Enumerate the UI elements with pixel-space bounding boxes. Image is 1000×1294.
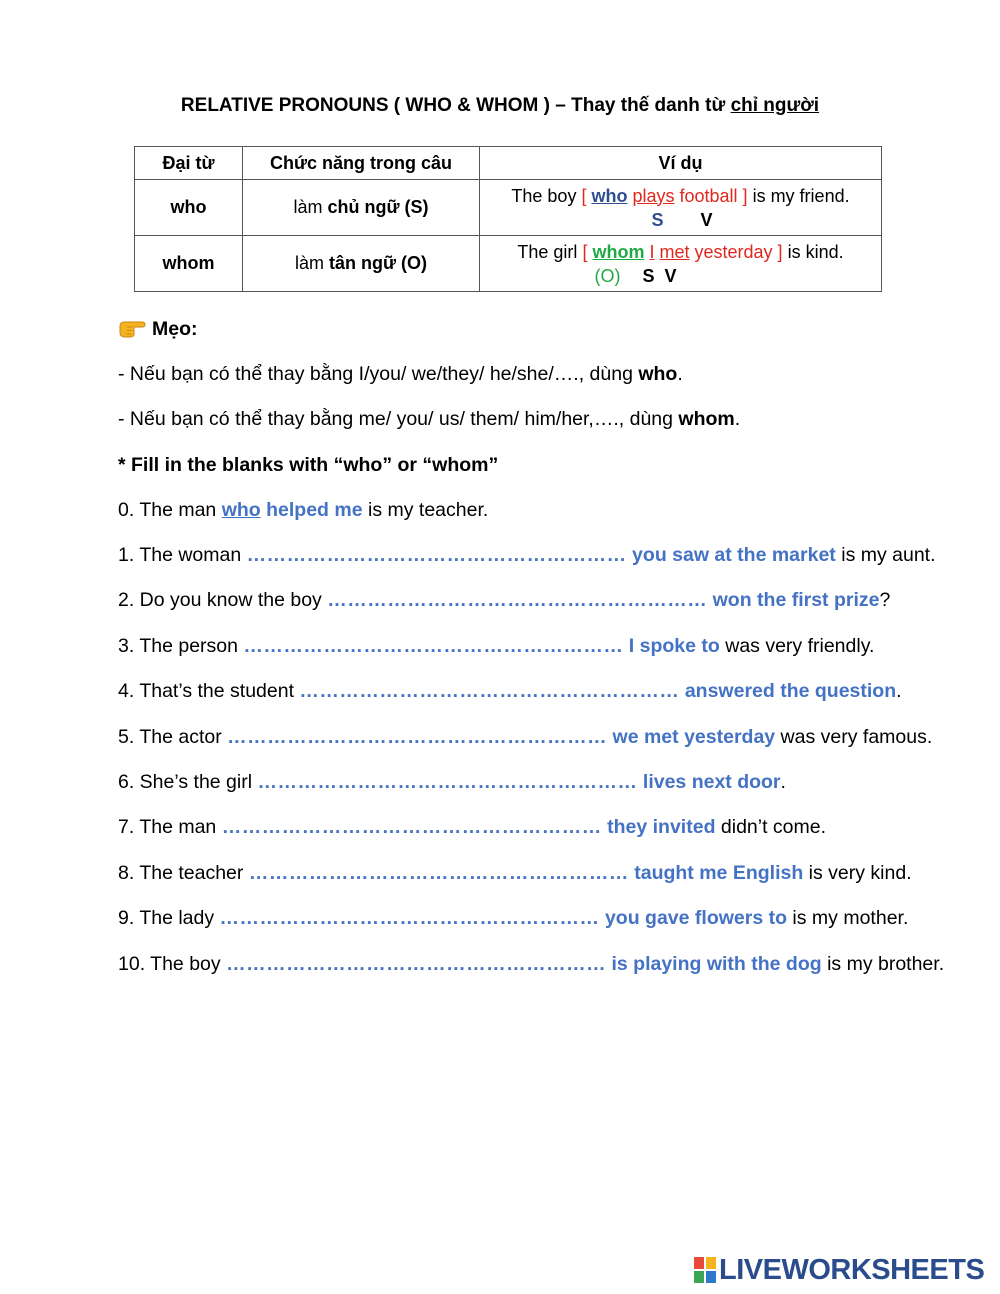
label-o: (O) — [594, 265, 621, 286]
label-v: V — [664, 265, 677, 286]
ex-text: The boy — [511, 185, 582, 206]
answer-blank[interactable]: ………………………………………………… — [227, 725, 608, 748]
ex-text-end: is my friend. — [747, 185, 850, 206]
exercise-item — [118, 953, 944, 976]
function-bold: chủ ngữ (S) — [327, 197, 429, 217]
ex-text-end: is kind. — [782, 241, 844, 262]
item-clause: taught me English — [628, 861, 804, 884]
ex-pronoun: who — [591, 185, 628, 206]
item-suffix: . — [780, 771, 786, 793]
label-s: S — [651, 209, 664, 230]
label-s: S — [642, 265, 655, 286]
item-prefix: 3. The person — [118, 634, 244, 657]
item-clause: you saw at the market — [626, 544, 836, 566]
tip1-end: . — [677, 363, 683, 385]
exercise-item — [118, 544, 936, 567]
liveworksheets-logo-icon — [694, 1257, 716, 1283]
answer-blank[interactable]: ………………………………………………… — [226, 952, 607, 975]
ex-verb: met — [659, 241, 690, 262]
function-bold: tân ngữ (O) — [329, 253, 428, 273]
example-prefix: 0. The man — [118, 499, 222, 521]
item-prefix: 10. The boy — [118, 952, 227, 975]
item-suffix: is my mother. — [787, 907, 909, 930]
tip-who — [118, 363, 683, 386]
item-clause: won the first prize — [707, 589, 880, 612]
example-sentence — [481, 184, 880, 208]
ex-bracket: [ — [581, 185, 592, 206]
liveworksheets-logo — [694, 1254, 984, 1286]
item-prefix: 2. Do you know the boy — [118, 589, 328, 612]
item-clause: they invited — [601, 816, 716, 839]
example-suffix: is my teacher. — [362, 499, 489, 521]
exercise-item — [118, 771, 786, 794]
answer-blank[interactable]: ………………………………………………… — [299, 680, 680, 703]
example-answer: who — [221, 499, 261, 521]
table-header-row — [135, 147, 882, 180]
answer-blank[interactable]: ………………………………………………… — [248, 861, 629, 884]
item-prefix: 4. That’s the student — [118, 680, 300, 703]
example-clause: helped me — [260, 499, 363, 521]
header-example: Ví dụ — [480, 147, 882, 180]
reference-table — [134, 146, 882, 292]
tip-whom — [118, 408, 740, 431]
tip1-text: - Nếu bạn có thể thay bằng I/you/ we/they/ he/she/…., dùng — [118, 363, 639, 385]
ex-pronoun: whom — [592, 241, 645, 262]
answer-blank[interactable]: ………………………………………………… — [246, 544, 627, 566]
example-whom — [480, 236, 882, 292]
tip1-bold: who — [638, 363, 678, 385]
item-prefix: 6. She’s the girl — [118, 771, 258, 793]
function-whom — [243, 236, 480, 292]
item-clause: you gave flowers to — [599, 907, 788, 930]
table-row-whom — [135, 236, 882, 292]
ex-subject: I — [649, 241, 655, 262]
example-item — [118, 499, 488, 522]
example-sentence — [481, 240, 880, 264]
item-clause: we met yesterday — [607, 725, 776, 748]
table-row-who — [135, 180, 882, 236]
exercise-item — [118, 589, 890, 612]
pointing-hand-icon — [118, 316, 146, 338]
item-suffix: is my aunt. — [835, 544, 936, 566]
answer-blank[interactable]: ………………………………………………… — [327, 589, 708, 612]
item-prefix: 1. The woman — [118, 544, 247, 566]
exercise-item — [118, 862, 912, 885]
page-title — [0, 95, 1000, 117]
tips-heading-text: Mẹo: — [152, 318, 198, 340]
function-prefix: làm — [294, 253, 329, 273]
function-prefix: làm — [293, 197, 328, 217]
item-suffix: is very kind. — [803, 861, 912, 884]
answer-blank[interactable]: ………………………………………………… — [257, 771, 638, 793]
example-who — [480, 180, 882, 236]
item-clause: answered the question — [679, 680, 897, 703]
ex-bracket: [ — [582, 241, 593, 262]
answer-blank[interactable]: ………………………………………………… — [243, 634, 624, 657]
example-labels — [481, 264, 880, 288]
pronoun-who: who — [135, 180, 243, 236]
answer-blank[interactable]: ………………………………………………… — [219, 907, 600, 930]
item-suffix: was very famous. — [775, 725, 933, 748]
header-pronoun: Đại từ — [135, 147, 243, 180]
item-suffix: . — [896, 680, 902, 703]
tips-heading — [118, 316, 198, 341]
header-function: Chức năng trong câu — [243, 147, 480, 180]
ex-object: football ] — [674, 185, 748, 206]
exercise-item — [118, 816, 826, 839]
title-main: RELATIVE PRONOUNS ( WHO & WHOM ) – Thay thế danh từ — [180, 95, 731, 116]
tip2-text: - Nếu bạn có thể thay bằng me/ you/ us/ them/ him/her,…., dùng — [118, 408, 679, 430]
label-v: V — [700, 209, 713, 230]
item-prefix: 9. The lady — [118, 907, 220, 930]
exercise-item — [118, 726, 932, 749]
function-who — [243, 180, 480, 236]
ex-rest: yesterday ] — [689, 241, 783, 262]
item-clause: is playing with the dog — [606, 952, 822, 975]
ex-text: The girl — [517, 241, 583, 262]
item-suffix: didn’t come. — [715, 816, 827, 839]
item-suffix: ? — [879, 589, 891, 612]
logo-text: LIVEWORKSHEETS — [719, 1253, 985, 1286]
item-prefix: 5. The actor — [118, 725, 228, 748]
item-clause: I spoke to — [623, 634, 720, 657]
exercise-item — [118, 907, 908, 930]
answer-blank[interactable]: ………………………………………………… — [221, 816, 602, 839]
title-underlined: chỉ người — [730, 95, 820, 116]
ex-verb: plays — [632, 185, 675, 206]
exercise-item — [118, 635, 874, 658]
item-prefix: 8. The teacher — [118, 861, 249, 884]
exercise-item — [118, 680, 902, 703]
example-labels — [481, 208, 880, 232]
item-clause: lives next door — [637, 771, 781, 793]
instruction: * Fill in the blanks with “who” or “whom” — [118, 454, 499, 476]
tip2-bold: whom — [678, 408, 735, 430]
tip2-end: . — [734, 408, 741, 430]
item-prefix: 7. The man — [118, 816, 222, 839]
pronoun-whom: whom — [135, 236, 243, 292]
item-suffix: was very friendly. — [719, 634, 875, 657]
item-suffix: is my brother. — [821, 952, 945, 975]
